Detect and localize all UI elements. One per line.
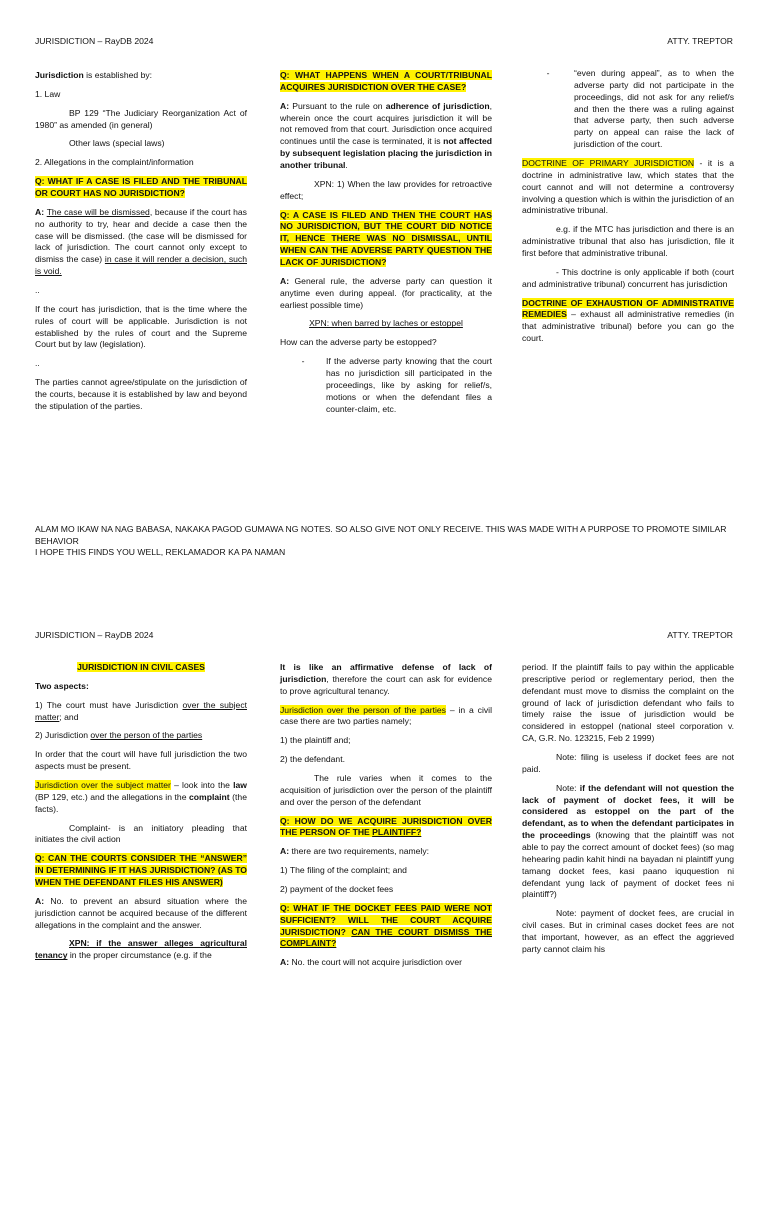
separator: .. xyxy=(35,358,40,369)
paragraph: Two aspects: xyxy=(35,680,89,691)
header-title: JURISDICTION – RayDB 2024 xyxy=(35,36,154,46)
header-author: ATTY. TREPTOR xyxy=(667,630,733,640)
bullet-item: - “even during appeal”, as to when the adverse party did not participate in the proceedings, did not ask for any relief/s and then the there was a ruling against that adverse party, then such adverse party on appeal can raise the lack of jurisdiction of the court. xyxy=(522,68,734,151)
question-heading: Q: WHAT HAPPENS WHEN A COURT/TRIBUNAL ACQUIRES JURISDICTION OVER THE CASE? xyxy=(280,70,492,92)
paragraph: BP 129 “The Judiciary Reorganization Act of 1980” as amended (in general) xyxy=(35,107,247,130)
column-3 xyxy=(522,68,734,352)
answer-paragraph: A: The case will be dismissed, because if the court has no authority to try, hear and decide a case then the case will be dismissed. (the case will be dismissed for lack of jurisdiction. The court cannot only except to dismiss the case) in case it will render a decision, such is void. xyxy=(35,206,247,277)
note-paragraph: Note: payment of docket fees, are crucial in civil cases. But in criminal cases docket fees are not that important, however, as an effect the aggrieved party cannot claim his xyxy=(522,908,734,954)
paragraph: In order that the court will have full jurisdiction the two aspects must be present. xyxy=(35,749,247,772)
page-2 xyxy=(0,610,768,1220)
question-heading: Q: WHAT IF A CASE IS FILED AND THE TRIBUNAL OR COURT HAS NO JURISDICTION? xyxy=(35,176,247,199)
paragraph: It is like an affirmative defense of lack of jurisdiction, therefore the court can ask for evidence to prove agricultural tenancy. xyxy=(280,662,492,696)
doctrine-paragraph: DOCTRINE OF PRIMARY JURISDICTION - it is a doctrine in administrative law, which states that the court cannot and will not determine a controversy involving a question which is within the jurisdiction of an administrative tribunal. xyxy=(522,158,734,216)
paragraph: Complaint- is an initiatory pleading that initiates the civil action xyxy=(35,822,247,845)
paragraph: The rule varies when it comes to the acquisition of jurisdiction over the person of the plaintiff and over the person of the defendant xyxy=(280,773,492,807)
definition-paragraph: Jurisdiction over the person of the parties – in a civil case there are two parties namely; xyxy=(280,704,492,727)
question-heading: Q: WHAT IF THE DOCKET FEES PAID WERE NOT SUFFICIENT? WILL THE COURT ACQUIRE JURISDICTION? CAN THE COURT DISMISS THE COMPLAINT? xyxy=(280,902,493,949)
column-2 xyxy=(280,662,492,976)
paragraph: e.g. if the MTC has jurisdiction and there is an administrative tribunal that also has jurisdiction, file it first before that administrative tribunal. xyxy=(522,224,734,259)
paragraph: How can the adverse party be estopped? xyxy=(280,337,437,348)
note-paragraph: Note: filing is useless if docket fees are not paid. xyxy=(522,752,734,774)
paragraph: The parties cannot agree/stipulate on the jurisdiction of the courts, because it is established by law and beyond the stipulation of the parties. xyxy=(35,377,247,411)
definition-paragraph: Jurisdiction over the subject matter – look into the law (BP 129, etc.) and the allegations in the complaint (the facts). xyxy=(35,780,247,814)
note-paragraph: Note: if the defendant will not question the lack of payment of docket fees, it will be considered as estoppel on the part of the defendant, as to when the defendant participates in the proceedings (knowing that the plaintiff was not able to pay the correct amount of docket fees) (so mag hehearing padin kahit hindi na bayadan ni plaintiff yung tamang docket fees, kasi paano iququestion ni defendant yung lack of payment of docket fees ni plaintiff?) xyxy=(522,782,735,900)
list-item: 1) The court must have Jurisdiction over the subject matter; and xyxy=(35,699,248,722)
separator: .. xyxy=(35,285,40,296)
paragraph: - This doctrine is only applicable if both (court and administrative tribunal) concurrent has jurisdiction xyxy=(522,266,734,289)
question-heading: Q: CAN THE COURTS CONSIDER THE “ANSWER” IN DETERMINING IF IT HAS JURISDICTION? (AS TO WHEN THE DEFENDANT FILES HIS ANSWER) xyxy=(35,853,247,888)
exception-paragraph: XPN: if the answer alleges agricultural tenancy in the proper circumstance (e.g. if the xyxy=(35,938,247,961)
column-2 xyxy=(280,70,492,422)
column-1 xyxy=(35,70,247,420)
bullet-item: - If the adverse party knowing that the court has no jurisdiction sill participated in the proceedings, like by asking for relief/s, motions or when the defendant files a counter-claim, etc. xyxy=(280,356,492,415)
answer-paragraph: A: General rule, the adverse party can question it anytime even during appeal. (for practicality, at the earliest possible time) xyxy=(280,275,492,310)
exception-paragraph: XPN: when barred by laches or estoppel xyxy=(309,318,463,329)
question-heading: Q: HOW DO WE ACQUIRE JURISDICTION OVER THE PERSON OF THE PLAINTIFF? xyxy=(280,815,492,838)
author-note: ALAM MO IKAW NA NAG BABASA, NAKAKA PAGOD GUMAWA NG NOTES. SO ALSO GIVE NOT ONLY RECEIVE. THIS WAS MADE WITH A PURPOSE TO PROMOTE SIMILAR BEHAVIOR I HOPE THIS FINDS YOU WELL, REKLAMADOR KA PA NAMAN xyxy=(35,524,727,558)
list-item: 2) Jurisdiction over the person of the parties xyxy=(35,730,203,741)
doctrine-paragraph: DOCTRINE OF EXHAUSTION OF ADMINISTRATIVE REMEDIES – exhaust all administrative remedies (in that administrative tribunal) before you can go the court. xyxy=(522,297,734,344)
column-1 xyxy=(35,662,247,969)
list-item: 2. Allegations in the complaint/information xyxy=(35,157,194,168)
exception-paragraph: XPN: 1) When the law provides for retroactive effect; xyxy=(280,178,492,201)
header-title: JURISDICTION – RayDB 2024 xyxy=(35,630,154,640)
answer-paragraph: A: there are two requirements, namely: xyxy=(280,846,430,857)
paragraph: If the court has jurisdiction, that is the time where the rules of court will be applicable. Jurisdiction is not established by the rules of court and the Supreme Court but by law (legislation). xyxy=(35,303,247,350)
list-item: 2) payment of the docket fees xyxy=(280,884,394,895)
list-item: 1) The filing of the complaint; and xyxy=(280,865,407,876)
question-heading: Q: A CASE IS FILED AND THEN THE COURT HAS NO JURISDICTION, BUT THE COURT DID NOTICE IT, HENCE THERE WAS NO DISMISSAL, UNTIL WHEN CAN THE ADVERSE PARTY QUESTION THE LACK OF JURISDICTION? xyxy=(280,209,492,268)
header-author: ATTY. TREPTOR xyxy=(667,36,733,46)
bullet-dash: - xyxy=(546,68,550,78)
paragraph: Jurisdiction is established by: xyxy=(35,70,153,80)
answer-paragraph: A: Pursuant to the rule on adherence of jurisdiction, wherein once the court acquires jurisdiction it will be not removed from that court. Jurisdiction once acquired continues until the case is terminated, it is not affected by subsequent legislation placing the jurisdiction in another tribunal. xyxy=(280,100,493,171)
answer-paragraph: A: No. the court will not acquire jurisdiction over xyxy=(280,957,462,968)
list-item: 1. Law xyxy=(35,88,61,99)
bullet-dash: - xyxy=(301,356,305,367)
answer-paragraph: A: No. to prevent an absurd situation where the jurisdiction cannot be acquired because of the different allegations in the complaint and the answer. xyxy=(35,895,247,930)
section-title: JURISDICTION IN CIVIL CASES xyxy=(77,662,205,672)
paragraph: period. If the plaintiff fails to pay within the applicable prescriptive period or reglementary period, then the defendant must move to dismiss the complaint on the ground of lack of jurisdiction defendant who fails to timely raise the issue of jurisdiction would be considered in estoppel (national steel corporation v. CA, G.R. No. 123215, Feb 2 1999) xyxy=(522,662,734,744)
paragraph: Other laws (special laws) xyxy=(69,138,165,149)
column-3 xyxy=(522,662,734,963)
list-item: 2) the defendant. xyxy=(280,754,345,765)
list-item: 1) the plaintiff and; xyxy=(280,735,351,746)
